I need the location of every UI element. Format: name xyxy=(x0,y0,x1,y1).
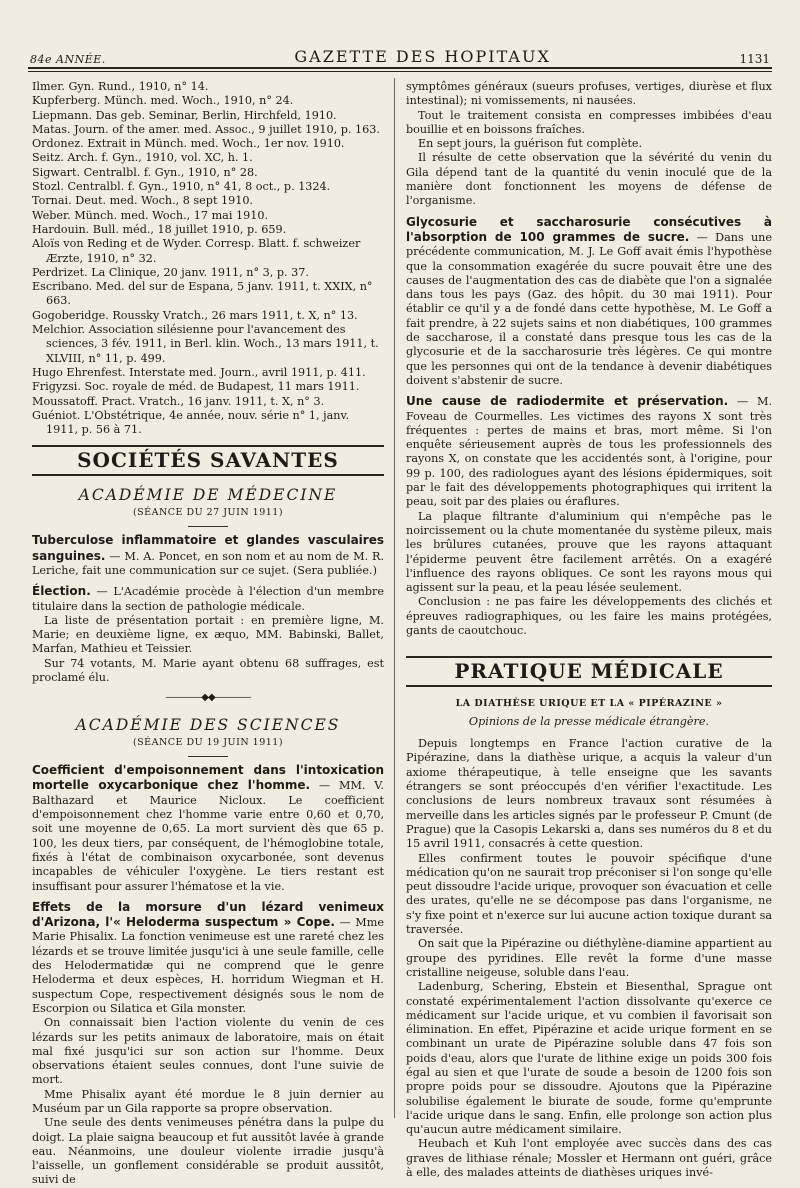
academy-heading-medecine: ACADÉMIE DE MÉDECINE xyxy=(78,485,338,504)
article-text: — M. Foveau de Courmelles. Les victimes des rayons X sont très fréquentes : pertes de mains et bras, mort même. Si l'on enquête sérieusement auprès de tous les professionnels des rayons X, on constate que les accidentés sont, à l'origine, pour 99 p. 100, des radiologues ayant des lésions épidermiques, soit par le fait des développements photographiques qui irritent la peau, soit par des plaies ou éraflures. xyxy=(406,395,773,509)
reference-item: Escribano. Med. del sur de Espana, 5 janv. 1911, t. XXIX, n° 663. xyxy=(32,280,373,308)
paragraph: Sur 74 votants, M. Marie ayant obtenu 68 suffrages, est proclamé élu. xyxy=(32,656,384,684)
journal-title: GAZETTE DES HOPITAUX xyxy=(294,47,551,66)
article-heloderma xyxy=(32,900,384,1016)
page-number: 1131 xyxy=(739,52,770,66)
section-heading-pratique: PRATIQUE MÉDICALE xyxy=(406,656,772,686)
reference-item: Weber. Münch. med. Woch., 17 mai 1910. xyxy=(32,208,269,222)
reference-item: Ordonez. Extrait in Münch. med. Woch., 1er nov. 1910. xyxy=(32,137,345,151)
reference-item: Matas. Journ. of the amer. med. Assoc., 9 juillet 1910, p. 163. xyxy=(32,122,380,136)
article-radiodermite xyxy=(406,394,772,509)
reference-item: Hardouin. Bull. méd., 18 juillet 1910, p. 659. xyxy=(32,222,287,236)
reference-item: Hugo Ehrenfest. Interstate med. Journ., avril 1911, p. 411. xyxy=(32,365,366,379)
article-text: — L'Académie procède à l'élection d'un membre titulaire dans la section de pathologie médicale. xyxy=(32,585,384,613)
article-title: Effets de la morsure d'un lézard venimeux d'Arizona, l'« Heloderma suspectum » Cope. xyxy=(32,899,384,930)
paragraph: Conclusion : ne pas faire les développements des clichés et épreuves radiographiques, ou les faire les mains protégées, gants de caoutchouc. xyxy=(406,595,772,637)
article-title: Coefficient d'empoisonnement dans l'intoxication mortelle oxycarbonique chez l'homme. xyxy=(32,763,384,793)
reference-list xyxy=(32,80,384,437)
paragraph: Mme Phisalix ayant été mordue le 8 juin dernier au Muséum par un Gila rapporte sa propre observation. xyxy=(32,1087,384,1115)
right-column xyxy=(406,80,772,1180)
reference-item: Liepmann. Das geb. Seminar, Berlin, Hirchfeld, 1910. xyxy=(32,108,337,122)
short-divider xyxy=(188,526,228,527)
reference-item: Ilmer. Gyn. Rund., 1910, n° 14. xyxy=(32,80,209,93)
reference-item: Kupferberg. Münch. med. Woch., 1910, n° 24. xyxy=(32,94,294,108)
reference-item: Seitz. Arch. f. Gyn., 1910, vol. XC, h. 1. xyxy=(32,151,253,165)
reference-item: Perdrizet. La Clinique, 20 janv. 1911, n° 3, p. 37. xyxy=(32,265,309,279)
paragraph: Il résulte de cette observation que la sévérité du venin du Gila dépend tant de la quantité du venin inoculé que de la manière dont fonctionnent les moyens de défense de l'organisme. xyxy=(406,151,772,208)
article-text: — Mme Marie Phisalix. La fonction venimeuse est une rareté chez les lézards et se trouve limitée jusqu'ici à une seule famille, celle des Helodermatidæ qui ne comprend que le genre Heloderma et deux espèces, H. horridum Wiegman et H. suspectum Cope, respectivement désignés sous le nom de Escorpion ou Silatica et Gila monster. xyxy=(32,916,384,1015)
edition-label: 84e ANNÉE. xyxy=(30,53,106,66)
article-title: Une cause de radiodermite et préservation. xyxy=(406,394,729,409)
article-glycosurie xyxy=(406,215,772,389)
column-divider xyxy=(394,78,395,1118)
paragraph: On sait que la Pipérazine ou diéthylène-diamine appartient au groupe des pyridines. Elle revêt la forme d'une masse cristalline neigeuse, soluble dans l'eau. xyxy=(406,937,772,979)
paragraph: Depuis longtemps en France l'action curative de la Pipérazine, dans la diathèse urique, a acquis la valeur d'un axiome thérapeutique, à telle enseigne que les savants étrangers se sont préoccupés d'en vérifier l'exactitude. Les conclusions de leurs nombreux travaux sont résumées à merveille dans les articles signés par le professeur P. Cmunt (de Prague) que la Casopis Lekarski a, dans ses numéros du 8 et du 15 avril 1911, consacrés à cette question. xyxy=(406,737,772,851)
header-rule xyxy=(28,67,772,69)
article-title: Élection. xyxy=(32,584,91,599)
article-text: — Dans une précédente communication, M. J. Le Goff avait émis l'hypothèse que la consommation exagérée du sucre pouvait être une des causes de l'augmentation des cas de diabète que l'on a signalée dans tous les pays (Gaz. des hôpit. du 30 mai 1911). Pour établir ce qu'il y a de fondé dans cette hypothèse, M. Le Goff a fait prendre, à 22 sujets sains et non diabétiques, 100 grammes de saccharose, il a constaté dans presque tous les cas de la glycosurie et de la saccharosurie très légères. Ce qui montre que les personnes qui ont de la tendance à devenir diabétiques doivent s'abstenir de sucre. xyxy=(406,230,772,387)
reference-item: Guéniot. L'Obstétrique, 4e année, nouv. série n° 1, janv. 1911, p. 56 à 71. xyxy=(32,408,350,437)
paragraph: Elles confirment toutes le pouvoir spécifique d'une médication qu'on ne saurait trop préconiser si l'on songe qu'elle peut dissoudre l'acide urique, provoquer son évacuation et celle des urates, qu'elle ne se décompose pas dans l'organisme, ne s'y fixe point et n'exerce sur lui aucune action toxique durant sa traversée. xyxy=(406,851,772,937)
paragraph: Tout le traitement consista en compresses imbibées d'eau bouillie et en boissons fraîches. xyxy=(406,108,772,136)
paragraph: On connaissait bien l'action violente du venin de ces lézards sur les petits animaux de laboratoire, mais on était mal fixé jusqu'ici sur son action sur l'homme. Deux observations étaient seules connues, dont l'une suivie de mort. xyxy=(32,1016,384,1087)
reference-item: Tornai. Deut. med. Woch., 8 sept 1910. xyxy=(32,194,254,208)
reference-item: Moussatoff. Pract. Vratch., 16 janv. 1911, t. X, n° 3. xyxy=(32,394,325,408)
reference-item: Frigyzsi. Soc. royale de méd. de Budapest, 11 mars 1911. xyxy=(32,380,360,394)
session-date: (SÉANCE DU 27 JUIN 1911) xyxy=(132,507,284,519)
reference-item: Melchior. Association silésienne pour l'avancement des sciences, 3 fév. 1911, in Berl. klin. Woch., 13 mars 1911, t. XLVIII, n° 11, p. 499. xyxy=(32,323,379,365)
paragraph: Heubach et Kuh l'ont employée avec succès dans des cas graves de lithiase rénale; Mossler et Hermann ont guéri, grâce à elle, des malades atteints de diathèses uriques invé- xyxy=(406,1137,772,1180)
left-column xyxy=(32,80,384,1188)
reference-item: Stozl. Centralbl. f. Gyn., 1910, n° 41, 8 oct., p. 1324. xyxy=(32,180,331,194)
article-subheading: Opinions de la presse médicale étrangère. xyxy=(468,714,710,728)
reference-item: Aloïs von Reding et de Wyder. Corresp. Blatt. f. schweizer Ærzte, 1910, n° 32. xyxy=(32,237,361,265)
article-oxycarbonique xyxy=(32,763,384,894)
article-tuberculose xyxy=(32,533,384,578)
article-title: Glycosurie et saccharosurie consécutives à l'absorption de 100 grammes de sucre. xyxy=(406,214,772,244)
article-text: — M. A. Poncet, en son nom et au nom de M. R. Leriche, fait une communication sur ce sujet. (Sera publiée.) xyxy=(32,549,384,577)
reference-item: Gogoberidge. Roussky Vratch., 26 mars 1911, t. X, n° 13. xyxy=(32,308,358,322)
article-text: — MM. V. Balthazard et Maurice Nicloux. Le coefficient d'empoisonnement chez l'homme varie entre 0,60 et 0,70, soit une moyenne de 0,65. La mort survient dès que 65 p. 100, les deux tiers, par conséquent, de l'hémoglobine totale, fixés à l'état de combinaison oxycarbonée, sont devenus incapables de véhiculer l'oxygène. Le tiers restant est insuffisant pour assurer l'hématose et la vie. xyxy=(32,779,384,893)
section-heading-societes: SOCIÉTÉS SAVANTES xyxy=(32,445,384,475)
ornament-divider: ————◆◆———— xyxy=(165,692,251,704)
article-election xyxy=(32,584,384,614)
article-title: Tuberculose inflammatoire et glandes vasculaires sanguines. xyxy=(32,533,384,563)
academy-heading-sciences: ACADÉMIE DES SCIENCES xyxy=(75,715,341,734)
short-divider xyxy=(188,756,228,757)
paragraph: symptômes généraux (sueurs profuses, vertiges, diurèse et flux intestinal); ni vomissements, ni nausées. xyxy=(406,80,772,108)
reference-item: Sigwart. Centralbl. f. Gyn., 1910, n° 28. xyxy=(32,165,258,179)
paragraph: En sept jours, la guérison fut complète. xyxy=(418,137,643,151)
article-heading-piperazine: LA DIATHÈSE URIQUE ET LA « PIPÉRAZINE » xyxy=(455,697,723,709)
paragraph: Ladenburg, Schering, Ebstein et Biesenthal, Sprague ont constaté expérimentalement l'action dissolvante qu'exerce ce médicament sur l'acide urique, et vu combien il favorisait son élimination. En effet, Pipérazine et acide urique forment en se combinant un urate de Pipérazine soluble dans 47 fois son poids d'eau, alors que l'urate de lithine exige un poids 300 fois égal au sien et que l'urate de soude a besoin de 1200 fois son propre poids pour se dissoudre. Ajoutons que la Pipérazine solubilise également le biurate de soude, forme qu'emprunte l'acide urique dans le sang. Enfin, elle prolonge son action plus qu'aucun autre médicament similaire. xyxy=(406,980,772,1137)
page-header xyxy=(30,38,770,66)
session-date: (SÉANCE DU 19 JUIN 1911) xyxy=(132,736,284,748)
header-rule-thin xyxy=(28,71,772,72)
paragraph: Une seule des dents venimeuses pénétra dans la pulpe du doigt. La plaie saigna beaucoup et fut aussitôt lavée à grande eau. Néanmoins, une douleur violente irradie jusqu'à l'aisselle, un gonflement considérable se produit aussitôt, suivi de xyxy=(32,1116,384,1187)
paragraph: La plaque filtrante d'aluminium qui n'empêche pas le noircissement ou la chute momentanée du système pileux, mais les brûlures cutanées, prouve que les rayons attaquant l'épiderme peuvent être facilement arrêtés. On a exagéré l'influence des rayons obliques. Ce sont les rayons mous qui agissent sur la peau, et la peau lésée seulement. xyxy=(406,509,772,595)
paragraph: La liste de présentation portait : en première ligne, M. Marie; en deuxième ligne, ex æquo, MM. Babinski, Ballet, Marfan, Mathieu et Teissier. xyxy=(32,613,384,656)
